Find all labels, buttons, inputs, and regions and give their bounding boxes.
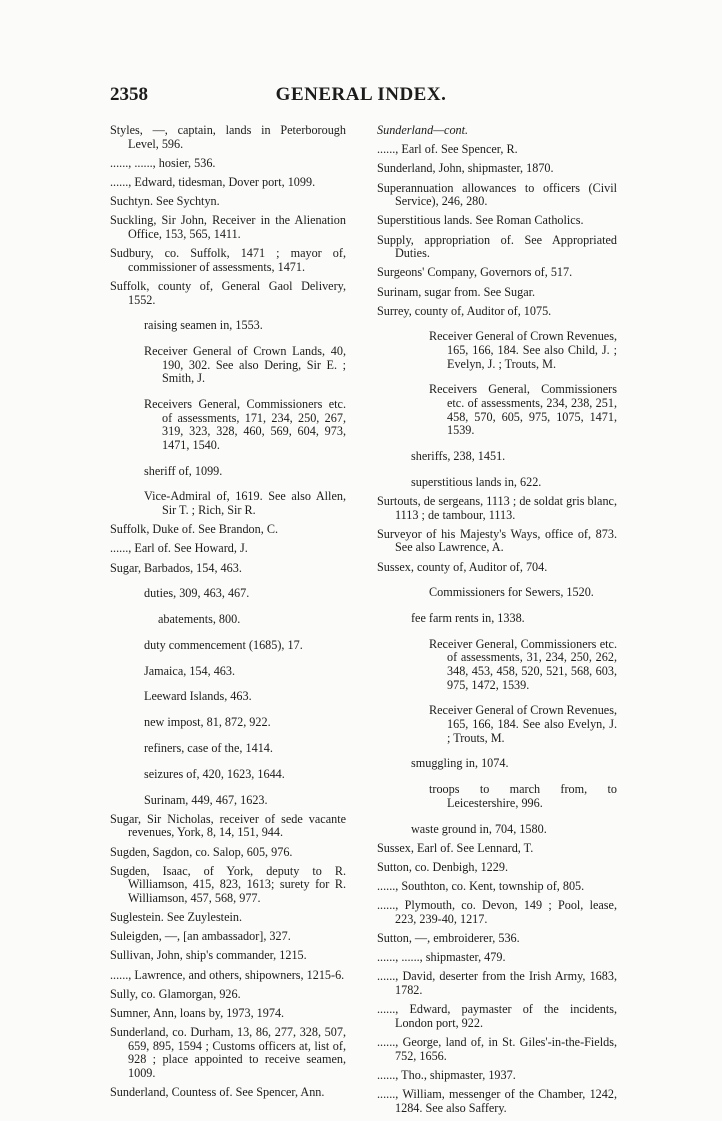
index-subentry: Receiver General of Crown Revenues, 165, 166, 184. See also Child, J. ; Evelyn, J. ; Trouts, M. xyxy=(429,329,617,371)
index-subentry: abatements, 800. xyxy=(158,612,241,627)
index-subentry: waste ground in, 704, 1580. xyxy=(411,821,547,836)
index-subentry: refiners, case of the, 1414. xyxy=(144,741,273,755)
index-entry: Sussex, county of, Auditor of, 704. xyxy=(377,559,548,574)
index-entry: ......, Lawrence, and others, shipowners, 1215-6. xyxy=(110,967,345,982)
index-entry: ......, Earl of. See Howard, J. xyxy=(110,541,248,556)
index-entry: ......, George, land of, in St. Giles'-in-the-Fields, 752, 1656. xyxy=(377,1035,617,1063)
index-entry: Suleigden, —, [an ambassador], 327. xyxy=(110,929,291,944)
index-entry: Suckling, Sir John, Receiver in the Alienation Office, 153, 565, 1411. xyxy=(110,213,346,241)
index-subentry: sheriffs, 238, 1451. xyxy=(411,449,506,463)
index-entry: Sugar, Barbados, 154, 463. xyxy=(110,560,242,575)
index-subentry: Surinam, 449, 467, 1623. xyxy=(144,792,268,807)
index-entry: Styles, —, captain, lands in Peterborough Level, 596. xyxy=(110,123,346,151)
index-entry: ......, Tho., shipmaster, 1937. xyxy=(377,1067,516,1082)
index-entry: ......, Earl of. See Spencer, R. xyxy=(377,142,518,157)
index-entry: Sunderland, co. Durham, 13, 86, 277, 328, 507, 659, 895, 1594 ; Customs officers at, list of, 928 ; place appointed to receive seamen, 1009. xyxy=(110,1025,346,1080)
index-entry: Suchtyn. See Sychtyn. xyxy=(110,194,220,209)
index-subentry: Receiver General of Crown Revenues, 165, 166, 184. See also Evelyn, J. ; Trouts, M. xyxy=(429,703,617,745)
index-entry: Suffolk, county of, General Gaol Delivery, 1552. xyxy=(110,278,346,307)
index-subentry: Receivers General, Commissioners etc. of assessments, 234, 238, 251, 458, 570, 605, 975, 1075, 1471, 1539. xyxy=(429,382,617,438)
index-entry: ......, Southton, co. Kent, township of, 805. xyxy=(377,879,585,894)
index-entry: Sussex, Earl of. See Lennard, T. xyxy=(377,840,534,855)
index-subentry: Receiver General of Crown Lands, 40, 190, 302. See also Dering, Sir E. ; Smith, J. xyxy=(144,344,346,386)
index-subentry: Leeward Islands, 463. xyxy=(144,689,252,704)
index-entry: ......, ......, shipmaster, 479. xyxy=(377,950,506,965)
index-subentry: troops to march from, to Leicestershire, 996. xyxy=(429,782,617,810)
index-subentry: superstitious lands in, 622. xyxy=(411,474,542,489)
index-entry: Sudbury, co. Suffolk, 1471 ; mayor of, commissioner of assessments, 1471. xyxy=(110,246,346,274)
index-entry: ......, Plymouth, co. Devon, 149 ; Pool, lease, 223, 239-40, 1217. xyxy=(377,898,617,926)
index-entry: Surveyor of his Majesty's Ways, office of, 873. See also Lawrence, A. xyxy=(377,526,617,555)
index-subentry: fee farm rents in, 1338. xyxy=(411,611,525,626)
index-column-left xyxy=(110,124,346,1105)
index-entry: ......, Edward, paymaster of the incidents, London port, 922. xyxy=(377,1002,617,1030)
index-entry: Sugden, Sagdon, co. Salop, 605, 976. xyxy=(110,844,293,859)
index-entry: Sugden, Isaac, of York, deputy to R. Williamson, 415, 823, 1613; surety for R. Williamson, 457, 568, 977. xyxy=(110,863,346,905)
page-header xyxy=(0,84,722,114)
page-number: 2358 xyxy=(110,84,148,105)
index-subentry: raising seamen in, 1553. xyxy=(144,318,263,333)
index-subentry: Jamaica, 154, 463. xyxy=(144,663,236,678)
index-subentry: Receiver General, Commissioners etc. of assessments, 31, 234, 250, 262, 348, 453, 458, 520, 521, 568, 603, 975, 1472, 1539. xyxy=(429,636,617,692)
index-subentry: duty commencement (1685), 17. xyxy=(144,637,303,652)
index-subentry: new impost, 81, 872, 922. xyxy=(144,715,271,730)
index-entry: Suglestein. See Zuylestein. xyxy=(110,910,243,925)
index-entry: Superstitious lands. See Roman Catholics. xyxy=(377,213,584,228)
index-entry: Sumner, Ann, loans by, 1973, 1974. xyxy=(110,1006,285,1021)
page-title: GENERAL INDEX. xyxy=(275,84,447,105)
index-entry: Sutton, co. Denbigh, 1229. xyxy=(377,859,509,874)
index-entry: Sunderland—cont. xyxy=(377,123,469,137)
index-entry: ......, Edward, tidesman, Dover port, 1099. xyxy=(110,174,316,189)
index-entry: Surgeons' Company, Governors of, 517. xyxy=(377,265,573,280)
index-subentry: Vice-Admiral of, 1619. See also Allen, Sir T. ; Rich, Sir R. xyxy=(144,489,346,517)
index-subentry: smuggling in, 1074. xyxy=(411,756,509,771)
index-entry: Sutton, —, embroiderer, 536. xyxy=(377,931,520,946)
index-entry: Suffolk, Duke of. See Brandon, C. xyxy=(110,522,279,537)
index-entry: ......, David, deserter from the Irish Army, 1683, 1782. xyxy=(377,969,617,998)
index-subentry: sheriff of, 1099. xyxy=(144,463,223,478)
index-entry: Sunderland, John, shipmaster, 1870. xyxy=(377,161,554,176)
index-entry: Surrey, county of, Auditor of, 1075. xyxy=(377,303,552,318)
index-entry: Sunderland, Countess of. See Spencer, Ann. xyxy=(110,1085,325,1100)
index-subentry: Receivers General, Commissioners etc. of assessments, 171, 234, 250, 267, 319, 323, 328, 460, 569, 604, 973, 1471, 1540. xyxy=(144,397,346,452)
index-entry: Surtouts, de sergeans, 1113 ; de soldat gris blanc, 1113 ; de tambour, 1113. xyxy=(377,493,617,522)
index-entry: Surinam, sugar from. See Sugar. xyxy=(377,284,536,299)
index-entry: Sully, co. Glamorgan, 926. xyxy=(110,986,241,1001)
index-entry: Superannuation allowances to officers (Civil Service), 246, 280. xyxy=(377,180,617,209)
index-entry: ......, William, messenger of the Chamber, 1242, 1284. See also Saffery. xyxy=(377,1087,617,1115)
index-subentry: Commissioners for Sewers, 1520. xyxy=(429,585,594,600)
index-subentry: seizures of, 420, 1623, 1644. xyxy=(144,766,285,781)
index-entry: Sullivan, John, ship's commander, 1215. xyxy=(110,948,307,963)
index-entry: Sugar, Sir Nicholas, receiver of sede vacante revenues, York, 8, 14, 151, 944. xyxy=(110,811,346,840)
index-entry: Supply, appropriation of. See Appropriated Duties. xyxy=(377,232,617,261)
index-entry: ......, ......, hosier, 536. xyxy=(110,155,216,170)
index-column-right xyxy=(377,124,617,1121)
index-subentry: duties, 309, 463, 467. xyxy=(144,586,250,601)
